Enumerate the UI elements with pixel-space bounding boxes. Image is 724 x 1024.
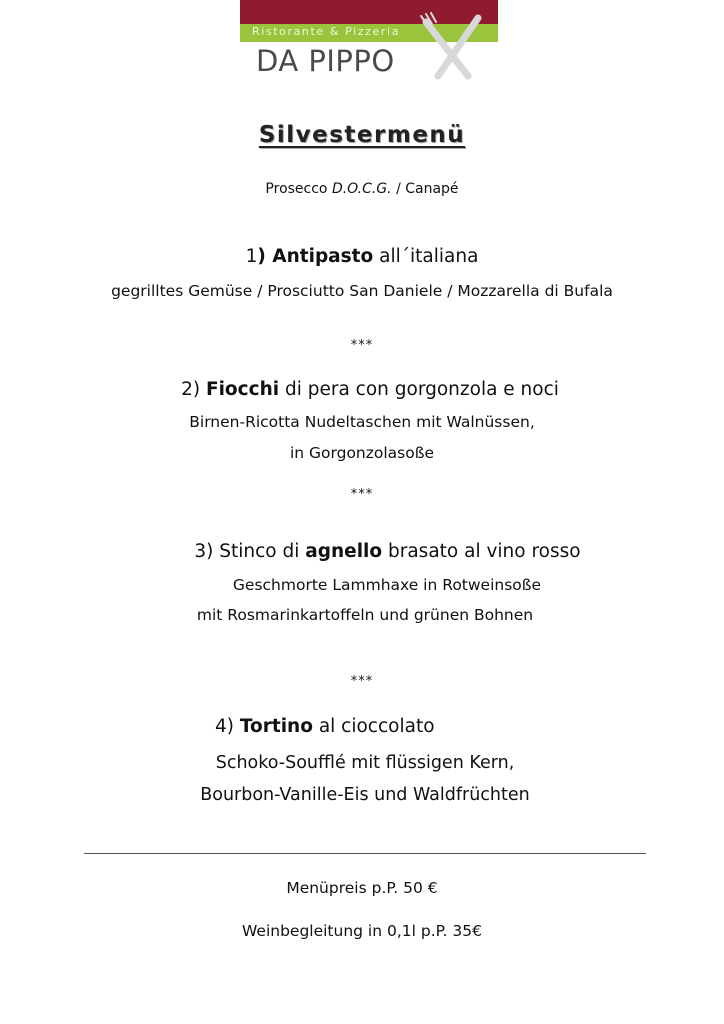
- fork-knife-icon: [418, 12, 488, 80]
- course3-prefix: 3) Stinco di: [194, 541, 306, 562]
- course3-heading: [0, 541, 724, 562]
- course3-description-2: mit Rosmarinkartoffeln und grünen Bohnen: [196, 606, 534, 624]
- course4-rest: al cioccolato: [312, 716, 435, 737]
- menu-title: Silvestermenü: [258, 122, 466, 148]
- course2-rest: di pera con gorgonzola e noci: [279, 379, 559, 400]
- course2-prefix: 2): [181, 379, 206, 400]
- course2-bold: Fiocchi: [205, 379, 280, 400]
- course1-number: 1: [245, 246, 258, 267]
- course1-heading: [0, 246, 724, 267]
- logo-brand-name: DA PIPPO: [256, 44, 395, 78]
- course3-description-1: Geschmorte Lammhaxe in Rotweinsoße: [232, 576, 542, 594]
- wine-pairing-price: Weinbegleitung in 0,1l p.P. 35€: [241, 922, 482, 940]
- course1-rest: all´italiana: [373, 246, 479, 267]
- course2-description-2: in Gorgonzolasoße: [289, 444, 435, 462]
- course4-description-1: Schoko-Soufflé mit flüssigen Kern,: [215, 753, 515, 773]
- course4-heading: [215, 716, 435, 737]
- course1-description: gegrilltes Gemüse / Prosciutto San Daniele / Mozzarella di Bufala: [111, 282, 613, 300]
- restaurant-logo: [240, 0, 498, 82]
- course2-heading: [0, 379, 724, 400]
- course2-description-1: Birnen-Ricotta Nudeltaschen mit Walnüssen,: [189, 413, 535, 431]
- divider-line: [84, 853, 646, 854]
- aperitif-line: [0, 181, 724, 197]
- course4-description-2: Bourbon-Vanille-Eis und Waldfrüchten: [200, 785, 530, 805]
- separator-1: ***: [350, 338, 374, 353]
- aperitif-suffix: / Canapé: [391, 181, 459, 197]
- course4-bold: Tortino: [239, 716, 313, 737]
- aperitif-prefix: Prosecco: [265, 181, 332, 197]
- course4-prefix: 4): [215, 716, 240, 737]
- course1-bold: ) Antipasto: [257, 246, 374, 267]
- course3-rest: brasato al vino rosso: [382, 541, 581, 562]
- logo-subtitle: Ristorante & Pizzeria: [252, 25, 401, 38]
- separator-3: ***: [350, 674, 374, 689]
- separator-2: ***: [350, 487, 374, 502]
- aperitif-italic: D.O.C.G.: [331, 181, 392, 197]
- course3-bold: agnello: [305, 541, 383, 562]
- menu-price: Menüpreis p.P. 50 €: [286, 879, 438, 897]
